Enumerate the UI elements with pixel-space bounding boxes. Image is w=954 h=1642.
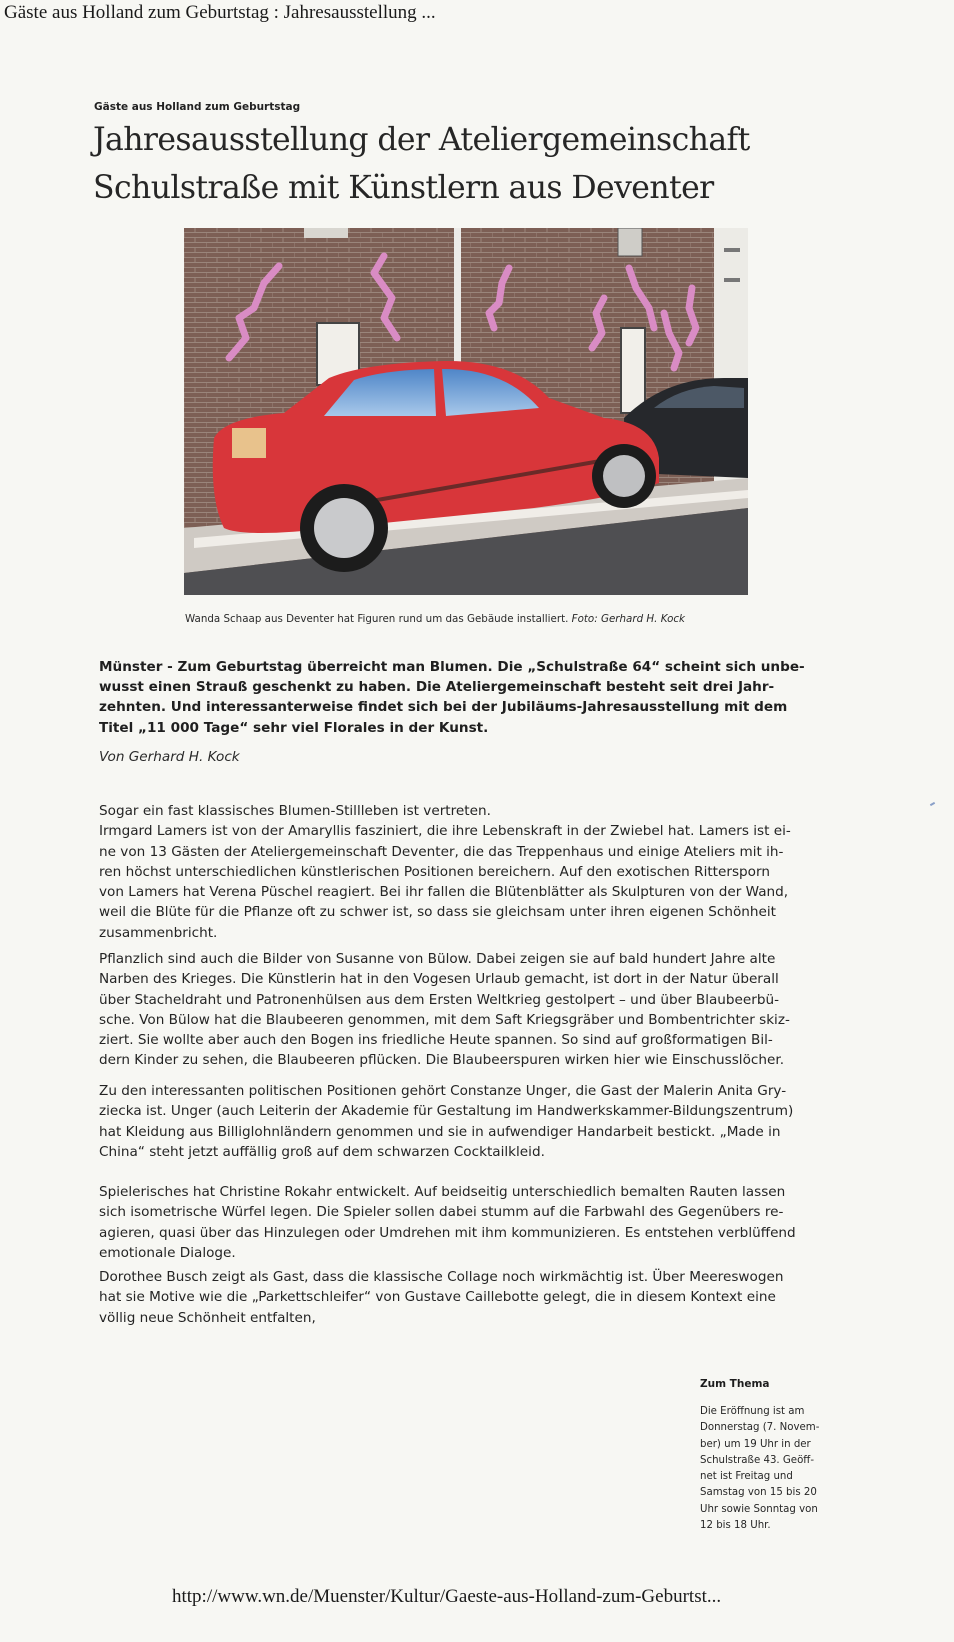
sidebar-line: Schulstraße 43. Geöff-: [700, 1454, 814, 1466]
sidebar-line: Uhr sowie Sonntag von: [700, 1503, 818, 1515]
building-window: [724, 248, 740, 252]
body-line: sche. Von Bülow hat die Blaubeeren genommen, mit dem Saft Kriegsgräber und Bombentrichter skiz-: [99, 1011, 790, 1028]
photo-caption: [185, 613, 685, 625]
body-line: Pflanzlich sind auch die Bilder von Susanne von Bülow. Dabei zeigen sie auf bald hundert Jahre alte: [99, 951, 776, 967]
front-rim: [603, 455, 645, 497]
body-line: zusammenbricht.: [99, 924, 218, 941]
body-line: Dorothee Busch zeigt als Gast, dass die klassische Collage noch wirkmächtig ist. Über Meereswogen: [99, 1269, 784, 1285]
photo-credit: Foto: Gerhard H. Kock: [571, 613, 685, 625]
body-line: Irmgard Lamers ist von der Amaryllis fasziniert, die ihre Lebenskraft in der Zwiebel hat. Lamers ist ei-: [99, 823, 791, 840]
body-line: sich isometrische Würfel legen. Die Spieler sollen dabei stumm auf die Farbwahl des Gegenübers re-: [99, 1204, 784, 1221]
sidebar-line: ber) um 19 Uhr in der: [700, 1438, 811, 1450]
article-photo: [184, 228, 748, 595]
lead-line: wusst einen Strauß geschenkt zu haben. Die Ateliergemeinschaft besteht seit drei Jahr-: [99, 679, 775, 696]
body-line: völlig neue Schönheit entfalten,: [99, 1309, 316, 1326]
sidebar-line: Die Eröffnung ist am: [700, 1406, 805, 1417]
vent-grate: [304, 228, 348, 238]
headline-line: Schulstraße mit Künstlern aus Deventer: [93, 170, 714, 206]
body-line: ziert. Sie wollte aber auch den Bogen ins friedliche Heute spannen. So sind auf großformatigen Bil-: [99, 1032, 773, 1049]
body-line: Zu den interessanten politischen Positionen gehört Constanze Unger, die Gast der Malerin Anita Gry-: [99, 1083, 787, 1099]
tail-light: [232, 428, 266, 458]
sidebar-line: Donnerstag (7. Novem-: [700, 1422, 820, 1434]
body-line: hat sie Motive wie die „Parkettschleifer“ von Gustave Caillebotte gelegt, die in diesem Kontext eine: [99, 1289, 776, 1306]
body-line: agieren, quasi über das Hinzulegen oder Umdrehen mit ihm kommunizieren. Es entstehen verblüffend: [99, 1224, 796, 1241]
body-line: China“ steht jetzt auffällig groß auf dem schwarzen Cocktailkleid.: [99, 1143, 545, 1160]
scan-artifact: [930, 802, 935, 806]
body-paragraph: [99, 949, 859, 1071]
body-line: ren höchst unterschiedlichen künstlerischen Positionen bereichern. Auf den exotischen Rittersporn: [99, 863, 770, 880]
downpipe: [454, 228, 461, 378]
sidebar-line: Samstag von 15 bis 20: [700, 1487, 817, 1499]
zum-thema-box: [700, 1378, 850, 1534]
building-window: [724, 278, 740, 282]
caption-text: Wanda Schaap aus Deventer hat Figuren rund um das Gebäude installiert.: [185, 613, 569, 625]
body-line: weil die Blüte für die Pflanze oft zu schwer ist, so dass sie gleichsam unter ihren eigenen Schönheit: [99, 904, 777, 921]
sidebar-text: [700, 1404, 850, 1534]
body-paragraph: [99, 1267, 859, 1328]
body-line: hat Kleidung aus Billiglohnländern genommen und sie in aufwendiger Handarbeit bestickt. „Made in: [99, 1123, 781, 1140]
body-line: ne von 13 Gästen der Ateliergemeinschaft Deventer, die das Treppenhaus und einige Ateliers mit ih-: [99, 843, 784, 860]
article-kicker: Gäste aus Holland zum Geburtstag: [94, 101, 301, 113]
body-line: Sogar ein fast klassisches Blumen-Stillleben ist vertreten.: [99, 803, 491, 819]
body-line: von Lamers hat Verena Püschel reagiert. Bei ihr fallen die Blütenblätter als Skulpturen von der Wand,: [99, 884, 789, 901]
body-line: Spielerisches hat Christine Rokahr entwickelt. Auf beidseitig unterschiedlich bemalten Rauten lassen: [99, 1184, 786, 1200]
print-header-title: Gäste aus Holland zum Geburtstag : Jahresausstellung ...: [4, 2, 436, 23]
article-byline: Von Gerhard H. Kock: [99, 749, 240, 765]
headline-line: Jahresausstellung der Ateliergemeinschaft: [93, 122, 750, 158]
photo-illustration: [184, 228, 748, 595]
body-line: dern Kinder zu sehen, die Blaubeeren pflücken. Die Blaubeerspuren wirken hier wie Einschusslöcher.: [99, 1052, 785, 1069]
body-paragraph: [99, 1081, 859, 1162]
vent-grate: [618, 228, 642, 256]
lead-line: Münster - Zum Geburtstag überreicht man Blumen. Die „Schulstraße 64“ scheint sich unbe-: [99, 659, 805, 675]
sidebar-line: 12 bis 18 Uhr.: [700, 1520, 771, 1532]
footer-url[interactable]: http://www.wn.de/Muenster/Kultur/Gaeste-aus-Holland-zum-Geburtst...: [172, 1586, 722, 1607]
body-line: ziecka ist. Unger (auch Leiterin der Akademie für Gestaltung im Handwerkskammer-Bildungszentrum): [99, 1103, 794, 1120]
sidebar-title: Zum Thema: [700, 1378, 770, 1390]
lead-line: zehnten. Und interessanterweise findet sich bei der Jubiläums-Jahresausstellung mit dem: [99, 699, 788, 716]
rear-rim: [314, 498, 374, 558]
article-headline: [93, 116, 813, 212]
sidebar-line: net ist Freitag und: [700, 1471, 793, 1483]
wall-window: [621, 328, 645, 413]
body-line: über Stacheldraht und Patronenhülsen aus dem Ersten Weltkrieg gestolpert – und über Blaubeerbü-: [99, 991, 780, 1008]
lead-line: Titel „11 000 Tage“ sehr viel Florales in der Kunst.: [99, 719, 489, 736]
body-paragraph: [99, 1182, 859, 1263]
body-line: Narben des Krieges. Die Künstlerin hat in den Vogesen Urlaub gemacht, ist dort in der Natur überall: [99, 971, 779, 988]
article-lead: [99, 657, 849, 738]
body-paragraph: [99, 801, 859, 943]
body-line: emotionale Dialoge.: [99, 1244, 236, 1261]
